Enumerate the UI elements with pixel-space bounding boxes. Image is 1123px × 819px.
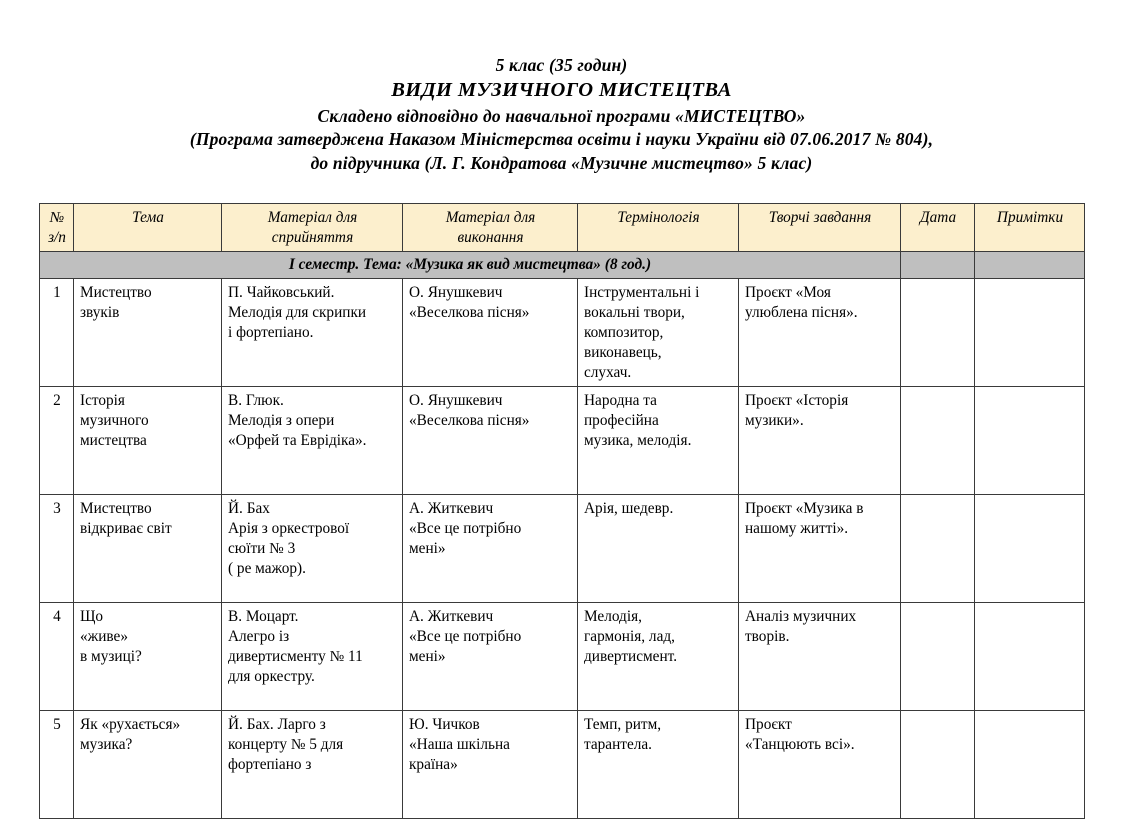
semester-banner-notes-cell [975,252,1085,279]
cell-performance-material: А. Житкевич «Все це потрібно мені» [403,603,578,711]
semester-banner-label: І семестр. Тема: «Музика як вид мистецтва» (8 год.) [40,252,901,279]
column-header-performance-line2: виконання [457,229,524,247]
table-row [40,603,1085,711]
title-program-note: Складено відповідно до навчальної програми «МИСТЕЦТВО» [317,105,806,126]
cell-perception-material: Й. Бах Арія з оркестрової сюїти № 3 ( ре мажор). [222,495,403,603]
column-header-perception-line1: Матеріал для [267,209,358,227]
table-row [40,387,1085,495]
cell-performance-material: О. Янушкевич «Веселкова пісня» [403,279,578,387]
cell-perception-material: Й. Бах. Ларго з концерту № 5 для фортепіано з [222,711,403,819]
cell-creative-tasks: Проєкт «Моя улюблена пісня». [739,279,901,387]
cell-notes[interactable] [975,603,1085,711]
column-header-performance [403,204,578,252]
row-number: 1 [40,279,74,387]
cell-terminology: Арія, шедевр. [578,495,739,603]
column-header-performance-line1: Матеріал для [445,209,536,227]
cell-date[interactable] [901,387,975,495]
title-grade: 5 клас (35 годин) [495,55,628,75]
cell-theme: Що «живе» в музиці? [74,603,222,711]
cell-perception-material: П. Чайковський. Мелодія для скрипки і фортепіано. [222,279,403,387]
column-header-notes: Примітки [975,204,1085,252]
cell-date[interactable] [901,711,975,819]
cell-date[interactable] [901,603,975,711]
cell-terminology: Народна та професійна музика, мелодія. [578,387,739,495]
column-header-perception [222,204,403,252]
table-header-row [40,204,1085,252]
cell-creative-tasks: Проєкт «Історія музики». [739,387,901,495]
semester-banner-date-cell [901,252,975,279]
cell-theme: Історія музичного мистецтва [74,387,222,495]
cell-theme: Мистецтво звуків [74,279,222,387]
row-number: 4 [40,603,74,711]
row-number: 3 [40,495,74,603]
cell-creative-tasks: Аналіз музичних творів. [739,603,901,711]
title-order-note: (Програма затверджена Наказом Міністерства освіти і науки України від 07.06.2017 № 804), [189,129,934,150]
cell-notes[interactable] [975,387,1085,495]
column-header-perception-line2: сприйняття [271,229,354,247]
cell-notes[interactable] [975,495,1085,603]
cell-perception-material: В. Моцарт. Алегро із дивертисменту № 11 для оркестру. [222,603,403,711]
cell-creative-tasks: Проєкт «Музика в нашому житті». [739,495,901,603]
table-row [40,495,1085,603]
cell-performance-material: А. Житкевич «Все це потрібно мені» [403,495,578,603]
semester-banner-row [40,252,1085,279]
cell-theme: Як «рухається» музика? [74,711,222,819]
title-block [0,0,1123,175]
cell-performance-material: Ю. Чичков «Наша шкільна країна» [403,711,578,819]
column-header-number [40,204,74,252]
table-body [40,252,1085,819]
cell-notes[interactable] [975,711,1085,819]
cell-theme: Мистецтво відкриває світ [74,495,222,603]
title-textbook-note: до підручника (Л. Г. Кондратова «Музичне мистецтво» 5 клас) [310,152,813,173]
cell-performance-material: О. Янушкевич «Веселкова пісня» [403,387,578,495]
cell-notes[interactable] [975,279,1085,387]
page-title: ВИДИ МУЗИЧНОГО МИСТЕЦТВА [391,79,732,102]
cell-date[interactable] [901,279,975,387]
row-number: 2 [40,387,74,495]
lesson-plan-table [39,203,1085,819]
column-header-number-line1: № [49,209,65,227]
table-header [40,204,1085,252]
cell-terminology: Мелодія, гармонія, лад, дивертисмент. [578,603,739,711]
cell-terminology: Темп, ритм, тарантела. [578,711,739,819]
column-header-date: Дата [901,204,975,252]
column-header-terminology: Термінологія [578,204,739,252]
cell-date[interactable] [901,495,975,603]
cell-terminology: Інструментальні і вокальні твори, композитор, виконавець, слухач. [578,279,739,387]
table-row [40,711,1085,819]
row-number: 5 [40,711,74,819]
lesson-plan-table-wrap [39,175,1084,819]
table-row [40,279,1085,387]
column-header-number-line2: з/п [48,229,66,247]
column-header-theme: Тема [74,204,222,252]
cell-perception-material: В. Глюк. Мелодія з опери «Орфей та Еврідіка». [222,387,403,495]
cell-creative-tasks: Проєкт «Танцюють всі». [739,711,901,819]
column-header-tasks: Творчі завдання [739,204,901,252]
